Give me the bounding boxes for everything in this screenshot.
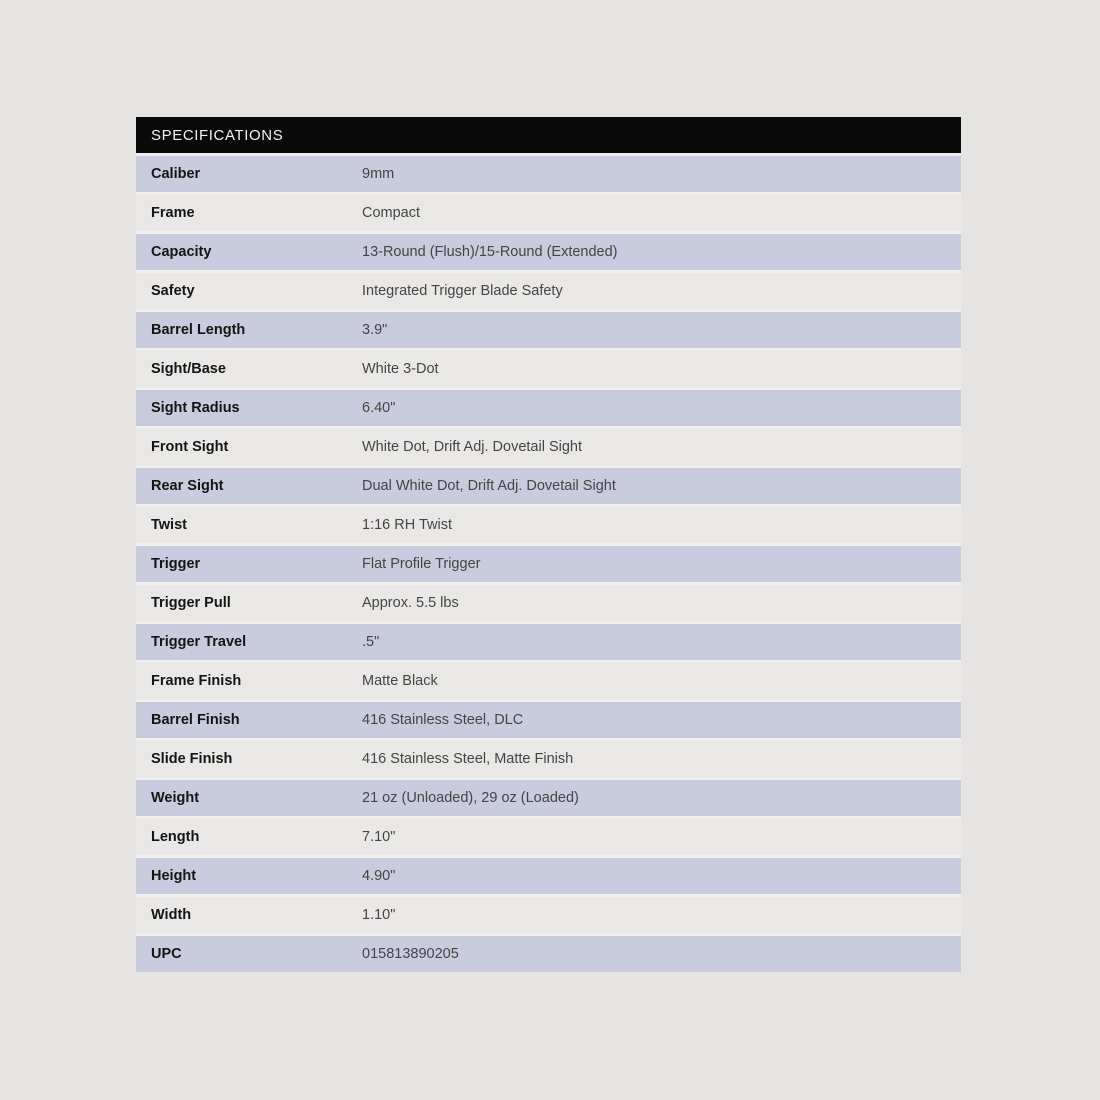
spec-row [136, 390, 961, 426]
spec-row-label: Sight/Base [151, 361, 226, 377]
spec-row-value: .5" [362, 634, 380, 650]
spec-row-value: Integrated Trigger Blade Safety [362, 283, 563, 299]
spec-row-label: Width [151, 907, 192, 923]
spec-row-label: Frame Finish [151, 673, 242, 689]
spec-row-label: Weight [151, 790, 200, 806]
spec-row-value: 4.90" [362, 868, 396, 884]
spec-row-value: Compact [362, 205, 421, 221]
spec-row-label: Rear Sight [151, 478, 224, 494]
spec-row [136, 507, 961, 543]
specifications-header-title: SPECIFICATIONS [151, 126, 284, 144]
spec-row-value: 6.40" [362, 400, 396, 416]
spec-row-value: 21 oz (Unloaded), 29 oz (Loaded) [362, 790, 579, 806]
spec-row [136, 624, 961, 660]
spec-row-value: 13-Round (Flush)/15-Round (Extended) [362, 244, 618, 260]
spec-row-value: 7.10" [362, 829, 396, 845]
spec-row-label: Twist [151, 517, 187, 533]
spec-row-value: White Dot, Drift Adj. Dovetail Sight [362, 439, 582, 455]
spec-row-value: 015813890205 [362, 946, 459, 962]
spec-row [136, 312, 961, 348]
specifications-table [136, 117, 961, 972]
spec-row [136, 156, 961, 192]
spec-row [136, 741, 961, 777]
spec-row [136, 858, 961, 894]
spec-row-value: Matte Black [362, 673, 438, 689]
spec-row-value: 9mm [362, 166, 395, 182]
spec-row-label: Length [151, 829, 200, 845]
spec-row-label: UPC [151, 946, 182, 962]
spec-row [136, 702, 961, 738]
spec-row-label: Trigger Pull [151, 595, 231, 611]
spec-row [136, 780, 961, 816]
spec-row-label: Barrel Finish [151, 712, 240, 728]
spec-row-value: 1:16 RH Twist [362, 517, 452, 533]
spec-row [136, 195, 961, 231]
spec-row-label: Height [151, 868, 197, 884]
spec-row [136, 936, 961, 972]
spec-row [136, 429, 961, 465]
spec-row-label: Front Sight [151, 439, 229, 455]
spec-row-label: Barrel Length [151, 322, 246, 338]
spec-row [136, 546, 961, 582]
specifications-header [136, 117, 961, 153]
spec-row-value: White 3-Dot [362, 361, 439, 377]
spec-row-label: Frame [151, 205, 195, 221]
spec-row-value: 416 Stainless Steel, Matte Finish [362, 751, 574, 767]
spec-row-value: 1.10" [362, 907, 396, 923]
spec-row-label: Sight Radius [151, 400, 240, 416]
spec-row [136, 897, 961, 933]
spec-row [136, 234, 961, 270]
spec-row-value: Dual White Dot, Drift Adj. Dovetail Sight [362, 478, 616, 494]
spec-row-label: Slide Finish [151, 751, 233, 767]
spec-row [136, 663, 961, 699]
spec-row-value: Approx. 5.5 lbs [362, 595, 459, 611]
spec-row [136, 585, 961, 621]
spec-row [136, 273, 961, 309]
specifications-rows [136, 156, 961, 972]
spec-row-value: 416 Stainless Steel, DLC [362, 712, 524, 728]
spec-row-label: Safety [151, 283, 195, 299]
spec-row-value: 3.9" [362, 322, 388, 338]
spec-row [136, 351, 961, 387]
spec-row [136, 819, 961, 855]
spec-row-label: Capacity [151, 244, 212, 260]
spec-row-label: Trigger Travel [151, 634, 247, 650]
spec-row-label: Caliber [151, 166, 201, 182]
spec-row-label: Trigger [151, 556, 201, 572]
spec-row [136, 468, 961, 504]
spec-row-value: Flat Profile Trigger [362, 556, 481, 572]
